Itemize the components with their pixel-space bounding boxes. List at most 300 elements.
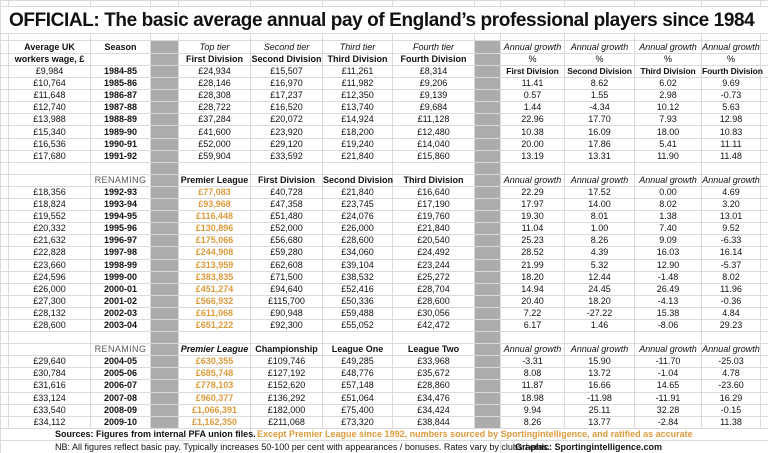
column-header-row-2 xyxy=(1,54,768,66)
tier-value-1: £28,146 xyxy=(179,78,251,90)
uk-wage-cell: £34,112 xyxy=(9,416,91,428)
uk-wage-cell: £13,988 xyxy=(9,114,91,126)
data-row xyxy=(1,138,768,150)
pad-cell xyxy=(1,319,9,331)
tier-value-4: £24,492 xyxy=(393,247,475,259)
gap-cell xyxy=(9,34,91,41)
season-cell: 1999-00 xyxy=(91,271,151,283)
tier-value-2: £115,700 xyxy=(251,295,323,307)
tier-header-2: First Division xyxy=(251,174,323,186)
data-row xyxy=(1,126,768,138)
spacer-cell xyxy=(475,66,501,78)
growth-label-2: Second Division xyxy=(565,66,635,78)
growth-cell xyxy=(635,332,702,344)
tier-value-3: £59,488 xyxy=(323,307,393,319)
growth-label-4: Fourth Division xyxy=(702,66,763,77)
growth-value-3: 7.40 xyxy=(635,223,702,235)
pad-cell xyxy=(1,126,9,138)
pad-cell xyxy=(1,174,9,186)
spacer-cell xyxy=(151,223,179,235)
growth-value-2: 8.62 xyxy=(565,78,635,90)
data-row xyxy=(1,211,768,223)
growth-value-1: 1.44 xyxy=(501,102,565,114)
data-row xyxy=(1,259,768,271)
growth-value-2: 1.00 xyxy=(565,223,635,235)
tier-value-2: £71,500 xyxy=(251,271,323,283)
spacer-cell xyxy=(151,235,179,247)
uk-wage-cell: £9,984 xyxy=(9,66,91,78)
growth-value-4: -0.73 xyxy=(702,90,761,102)
season-cell: 2000-01 xyxy=(91,283,151,295)
tier-cell xyxy=(393,332,475,344)
spacer-cell xyxy=(151,162,179,174)
season-cell: 1990-91 xyxy=(91,138,151,150)
tier-header-4: Third Division xyxy=(393,174,475,186)
tier-value-1: £116,448 xyxy=(179,211,251,223)
tier-label-2: Second tier xyxy=(251,41,323,54)
growth-value-2: 17.52 xyxy=(565,186,635,198)
tier-value-2: £23,920 xyxy=(251,126,323,138)
pad-cell xyxy=(761,392,768,404)
growth-value-4: 11.48 xyxy=(702,150,761,162)
pad-cell xyxy=(761,199,768,211)
tier-value-2: £52,000 xyxy=(251,223,323,235)
spacer-cell xyxy=(475,199,501,211)
tier-value-1: £244,908 xyxy=(179,247,251,259)
tier-value-2: £152,620 xyxy=(251,380,323,392)
renaming-label: RENAMING xyxy=(91,344,151,356)
data-row xyxy=(1,186,768,198)
growth-value-2: 5.32 xyxy=(565,259,635,271)
gap-cell xyxy=(91,34,151,41)
spacer-cell xyxy=(475,150,501,162)
pad-cell xyxy=(761,174,768,186)
growth-value-1: 19.30 xyxy=(501,211,565,223)
annual-growth-header: Annual growth xyxy=(702,344,760,355)
tier-value-4: £19,760 xyxy=(393,211,475,223)
gap-cell xyxy=(393,34,475,41)
pad-cell xyxy=(761,295,768,307)
data-row xyxy=(1,392,768,404)
annual-growth-header: Annual growth xyxy=(635,174,702,186)
growth-value-4: 11.38 xyxy=(702,416,761,428)
spacer-cell xyxy=(475,271,501,283)
pad-cell xyxy=(761,211,768,223)
spacer-cell xyxy=(151,66,179,78)
pad-cell xyxy=(761,283,768,295)
uk-wage-cell: £10,764 xyxy=(9,78,91,90)
pad-cell xyxy=(761,114,768,126)
growth-value-3: 12.90 xyxy=(635,259,702,271)
growth-value-1: 0.57 xyxy=(501,90,565,102)
data-row xyxy=(1,307,768,319)
growth-value-2: -4.34 xyxy=(565,102,635,114)
spacer-cell xyxy=(475,404,501,416)
season-cell: 2008-09 xyxy=(91,404,151,416)
growth-value-4: 11.11 xyxy=(702,138,761,150)
tier-header-2: Championship xyxy=(251,344,323,356)
tier-value-4: £25,272 xyxy=(393,271,475,283)
growth-value-1: 11.41 xyxy=(501,78,565,90)
growth-value-3: -8.06 xyxy=(635,319,702,331)
spacer-cell xyxy=(475,138,501,150)
exception-note: Except Premier League since 1992, numbers sourced by Sportingintelligence, and ratified as accurate xyxy=(251,428,768,441)
gap-cell xyxy=(1,34,9,41)
spacer-cell xyxy=(151,259,179,271)
annual-growth-header: Annual growth xyxy=(702,174,760,185)
tier-value-2: £62,608 xyxy=(251,259,323,271)
growth-value-3: -4.13 xyxy=(635,295,702,307)
tier-value-2: £16,520 xyxy=(251,102,323,114)
season-cell: 2009-10 xyxy=(91,416,151,428)
growth-value-3: 6.02 xyxy=(635,78,702,90)
pad-cell xyxy=(761,126,768,138)
pad-cell xyxy=(761,319,768,331)
season-cell: 2003-04 xyxy=(91,319,151,331)
growth-value-4: 29.23 xyxy=(702,319,761,331)
uk-wage-cell: £27,300 xyxy=(9,295,91,307)
uk-wage-cell: £20,332 xyxy=(9,223,91,235)
tier-cell xyxy=(179,332,251,344)
growth-value-2: 8.01 xyxy=(565,211,635,223)
tier-value-2: £51,480 xyxy=(251,211,323,223)
pad-cell xyxy=(1,307,9,319)
growth-value-1: 18.20 xyxy=(501,271,565,283)
season-header: Season xyxy=(91,41,151,54)
tier-value-4: £9,139 xyxy=(393,90,475,102)
pad-cell xyxy=(761,356,768,368)
growth-value-4: -23.60 xyxy=(702,380,761,392)
annual-growth-header: Annual growth xyxy=(501,41,565,54)
growth-value-2: 8.26 xyxy=(565,235,635,247)
spacer-cell xyxy=(151,283,179,295)
pad-cell xyxy=(1,380,9,392)
spacer-cell xyxy=(151,404,179,416)
tier-value-4: £35,672 xyxy=(393,368,475,380)
annual-growth-header: Annual growth xyxy=(635,344,702,356)
tier-value-2: £94,640 xyxy=(251,283,323,295)
season-cell: 1996-97 xyxy=(91,235,151,247)
growth-cell xyxy=(501,162,565,174)
spacer-cell xyxy=(475,319,501,331)
sources-row xyxy=(1,428,768,441)
season-cell: 1989-90 xyxy=(91,126,151,138)
uk-wage-cell: £12,740 xyxy=(9,102,91,114)
spacer-cell xyxy=(475,126,501,138)
tier-value-4: £20,540 xyxy=(393,235,475,247)
growth-value-4: 16.14 xyxy=(702,247,761,259)
growth-value-3: -2.84 xyxy=(635,416,702,428)
tier-value-1: £77,083 xyxy=(179,186,251,198)
pad-cell xyxy=(1,150,9,162)
tier-value-3: £19,240 xyxy=(323,138,393,150)
pad-cell xyxy=(1,332,9,344)
growth-value-1: 13.19 xyxy=(501,150,565,162)
uk-wage-cell: £30,784 xyxy=(9,368,91,380)
spacer-cell xyxy=(151,126,179,138)
tier-value-2: £29,120 xyxy=(251,138,323,150)
growth-value-1: 22.29 xyxy=(501,186,565,198)
growth-value-4: 4.78 xyxy=(702,368,761,380)
annual-growth-header: Annual growth xyxy=(565,41,635,54)
spacer-cell xyxy=(475,223,501,235)
spacer-cell xyxy=(475,332,501,344)
data-row xyxy=(1,356,768,368)
tier-value-4: £28,860 xyxy=(393,380,475,392)
spacer-cell xyxy=(475,235,501,247)
growth-value-3: 26.49 xyxy=(635,283,702,295)
spacer-cell xyxy=(151,138,179,150)
tier-value-3: £38,532 xyxy=(323,271,393,283)
season-cell: 1995-96 xyxy=(91,223,151,235)
spacer-cell xyxy=(151,307,179,319)
data-row xyxy=(1,90,768,102)
data-row xyxy=(1,247,768,259)
spacer-cell xyxy=(475,344,501,356)
growth-value-3: 8.02 xyxy=(635,199,702,211)
pad-cell xyxy=(761,416,768,428)
growth-value-2: 13.72 xyxy=(565,368,635,380)
tier-value-4: £30,056 xyxy=(393,307,475,319)
uk-wage-cell: £11,648 xyxy=(9,90,91,102)
pad-cell xyxy=(1,368,9,380)
uk-wage-cell: £31,616 xyxy=(9,380,91,392)
tier-value-2: £109,746 xyxy=(251,356,323,368)
pad-cell xyxy=(1,271,9,283)
nb-row xyxy=(1,441,768,453)
pad-cell xyxy=(761,271,768,283)
uk-wage-cell: £26,000 xyxy=(9,283,91,295)
gap-cell xyxy=(635,34,702,41)
tier-value-3: £51,064 xyxy=(323,392,393,404)
uk-wage-cell: £15,340 xyxy=(9,126,91,138)
pad-cell xyxy=(761,41,768,54)
wage-cell xyxy=(9,332,91,344)
tier-value-3: £26,000 xyxy=(323,223,393,235)
pad-cell xyxy=(1,416,9,428)
wage-cell xyxy=(9,174,91,186)
spacer-cell xyxy=(475,114,501,126)
spacer-cell xyxy=(475,392,501,404)
spacer-cell xyxy=(475,211,501,223)
growth-value-1: 28.52 xyxy=(501,247,565,259)
annual-growth-header: Annual growth xyxy=(565,174,635,186)
season-cell: 1992-93 xyxy=(91,186,151,198)
growth-value-3: 15.38 xyxy=(635,307,702,319)
growth-value-1: 21.99 xyxy=(501,259,565,271)
growth-value-4: 4.84 xyxy=(702,307,761,319)
spacer-cell xyxy=(475,368,501,380)
tier-label-1: Top tier xyxy=(179,41,251,54)
tier-value-4: £9,206 xyxy=(393,78,475,90)
growth-value-3: -11.70 xyxy=(635,356,702,368)
tier-value-1: £685,748 xyxy=(179,368,251,380)
data-row xyxy=(1,223,768,235)
tier-header-3: Second Division xyxy=(323,174,394,185)
growth-value-1: 8.26 xyxy=(501,416,565,428)
season-cell: 1994-95 xyxy=(91,211,151,223)
annual-growth-header: Annual growth xyxy=(635,41,702,54)
season-cell xyxy=(91,332,151,344)
tier-value-3: £49,285 xyxy=(323,356,393,368)
tier-value-2: £40,728 xyxy=(251,186,323,198)
sources-text: Sources: Figures from internal PFA union files. xyxy=(1,428,251,441)
growth-value-2: 15.90 xyxy=(565,356,635,368)
tier-label-3: Third tier xyxy=(323,41,393,54)
annual-growth-header: Annual growth xyxy=(501,344,565,356)
spacer-cell xyxy=(475,380,501,392)
pad-cell xyxy=(761,223,768,235)
data-row xyxy=(1,150,768,162)
data-row xyxy=(1,416,768,428)
tier-value-4: £16,640 xyxy=(393,186,475,198)
growth-value-2: 1.55 xyxy=(565,90,635,102)
uk-wage-cell: £28,600 xyxy=(9,319,91,331)
tier-value-3: £14,924 xyxy=(323,114,393,126)
pad-cell xyxy=(1,54,9,66)
pad-cell xyxy=(761,150,768,162)
growth-value-3: 10.12 xyxy=(635,102,702,114)
spacer-cell xyxy=(151,41,179,54)
gap-cell xyxy=(323,34,393,41)
spacer-cell xyxy=(475,54,501,66)
pad-cell xyxy=(1,344,9,356)
tier-value-4: £23,244 xyxy=(393,259,475,271)
growth-value-2: 13.31 xyxy=(565,150,635,162)
uk-wage-cell: £22,828 xyxy=(9,247,91,259)
growth-value-1: 9.94 xyxy=(501,404,565,416)
tier-value-1: £651,222 xyxy=(179,319,251,331)
season-cell xyxy=(91,162,151,174)
tier-value-1: £778,103 xyxy=(179,380,251,392)
spacer-cell xyxy=(151,416,179,428)
pad-cell xyxy=(1,259,9,271)
tier-value-1: £28,308 xyxy=(179,90,251,102)
growth-value-2: 25.11 xyxy=(565,404,635,416)
tier-value-3: £73,320 xyxy=(323,416,393,428)
pad-cell xyxy=(1,138,9,150)
gap-cell xyxy=(251,34,323,41)
growth-cell xyxy=(565,162,635,174)
pad-cell xyxy=(1,295,9,307)
wage-header-line1: Average UK xyxy=(9,41,91,54)
tier-value-4: £17,190 xyxy=(393,199,475,211)
data-row xyxy=(1,271,768,283)
season-cell: 1998-99 xyxy=(91,259,151,271)
tier-value-3: £34,060 xyxy=(323,247,393,259)
pad-cell xyxy=(761,102,768,114)
uk-wage-cell: £24,596 xyxy=(9,271,91,283)
renaming-row xyxy=(1,344,768,356)
growth-value-3: 14.65 xyxy=(635,380,702,392)
growth-value-1: 14.94 xyxy=(501,283,565,295)
growth-value-2: 16.09 xyxy=(565,126,635,138)
spacer-cell xyxy=(151,295,179,307)
tier-value-2: £20,072 xyxy=(251,114,323,126)
growth-value-4: -0.15 xyxy=(702,404,761,416)
growth-value-3: -11.91 xyxy=(635,392,702,404)
tier-value-4: £15,860 xyxy=(393,150,475,162)
spacer-cell xyxy=(475,102,501,114)
spacer-cell xyxy=(151,332,179,344)
tier-value-3: £24,076 xyxy=(323,211,393,223)
tier-cell xyxy=(179,162,251,174)
pad-cell xyxy=(1,114,9,126)
tier-value-4: £34,424 xyxy=(393,404,475,416)
tier-value-1: £37,284 xyxy=(179,114,251,126)
tier-value-3: £18,200 xyxy=(323,126,393,138)
pad-cell xyxy=(761,90,768,102)
tier-value-1: £611,068 xyxy=(179,307,251,319)
division-header-4: Fourth Division xyxy=(393,54,475,66)
spacer-cell xyxy=(475,259,501,271)
spacer-cell xyxy=(475,307,501,319)
tier-value-1: £52,000 xyxy=(179,138,251,150)
growth-value-4: -0.36 xyxy=(702,295,761,307)
season-cell: 2007-08 xyxy=(91,392,151,404)
spacer-cell xyxy=(475,78,501,90)
tier-value-1: £130,896 xyxy=(179,223,251,235)
pad-cell xyxy=(1,199,9,211)
tier-value-4: £38,844 xyxy=(393,416,475,428)
tier-header-3: League One xyxy=(323,344,393,356)
pad-cell xyxy=(1,186,9,198)
tier-value-3: £23,745 xyxy=(323,199,393,211)
tier-value-4: £33,968 xyxy=(393,356,475,368)
tier-value-4: £14,040 xyxy=(393,138,475,150)
tier-value-2: £17,237 xyxy=(251,90,323,102)
tier-value-2: £211,068 xyxy=(251,416,323,428)
pad-cell xyxy=(761,344,768,356)
growth-value-1: 11.04 xyxy=(501,223,565,235)
data-row xyxy=(1,295,768,307)
tier-value-3: £12,350 xyxy=(323,90,393,102)
tier-value-1: £59,904 xyxy=(179,150,251,162)
uk-wage-cell: £16,536 xyxy=(9,138,91,150)
growth-value-3: 1.38 xyxy=(635,211,702,223)
spacer-cell xyxy=(151,174,179,186)
tier-value-3: £75,400 xyxy=(323,404,393,416)
tier-value-1: £41,600 xyxy=(179,126,251,138)
pad-cell xyxy=(1,356,9,368)
growth-value-4: 5.63 xyxy=(702,102,761,114)
tier-value-1: £383,835 xyxy=(179,271,251,283)
spacer-cell xyxy=(151,356,179,368)
growth-value-2: -27.22 xyxy=(565,307,635,319)
pad-cell xyxy=(1,392,9,404)
spacer-cell xyxy=(151,380,179,392)
renaming-row xyxy=(1,174,768,186)
nb-text: NB: All figures reflect basic pay. Typically increases 50-100 per cent with appearances / bonuses. Rates vary by clubs / eras. xyxy=(1,441,501,453)
tier-value-2: £47,358 xyxy=(251,199,323,211)
growth-value-4: 10.83 xyxy=(702,126,761,138)
title-row xyxy=(1,7,768,34)
tier-value-1: £1,162,350 xyxy=(179,416,251,428)
growth-value-1: 20.00 xyxy=(501,138,565,150)
spacer-cell xyxy=(151,344,179,356)
tier-value-2: £182,000 xyxy=(251,404,323,416)
season-cell: 1986-87 xyxy=(91,90,151,102)
growth-value-2: -11.98 xyxy=(565,392,635,404)
growth-value-3: -1.04 xyxy=(635,368,702,380)
season-cell: 1988-89 xyxy=(91,114,151,126)
tier-value-1: £960,377 xyxy=(179,392,251,404)
growth-cell xyxy=(702,162,761,174)
pad-cell xyxy=(761,247,768,259)
growth-value-3: 16.03 xyxy=(635,247,702,259)
season-cell: 2004-05 xyxy=(91,356,151,368)
tier-value-3: £21,840 xyxy=(323,150,393,162)
